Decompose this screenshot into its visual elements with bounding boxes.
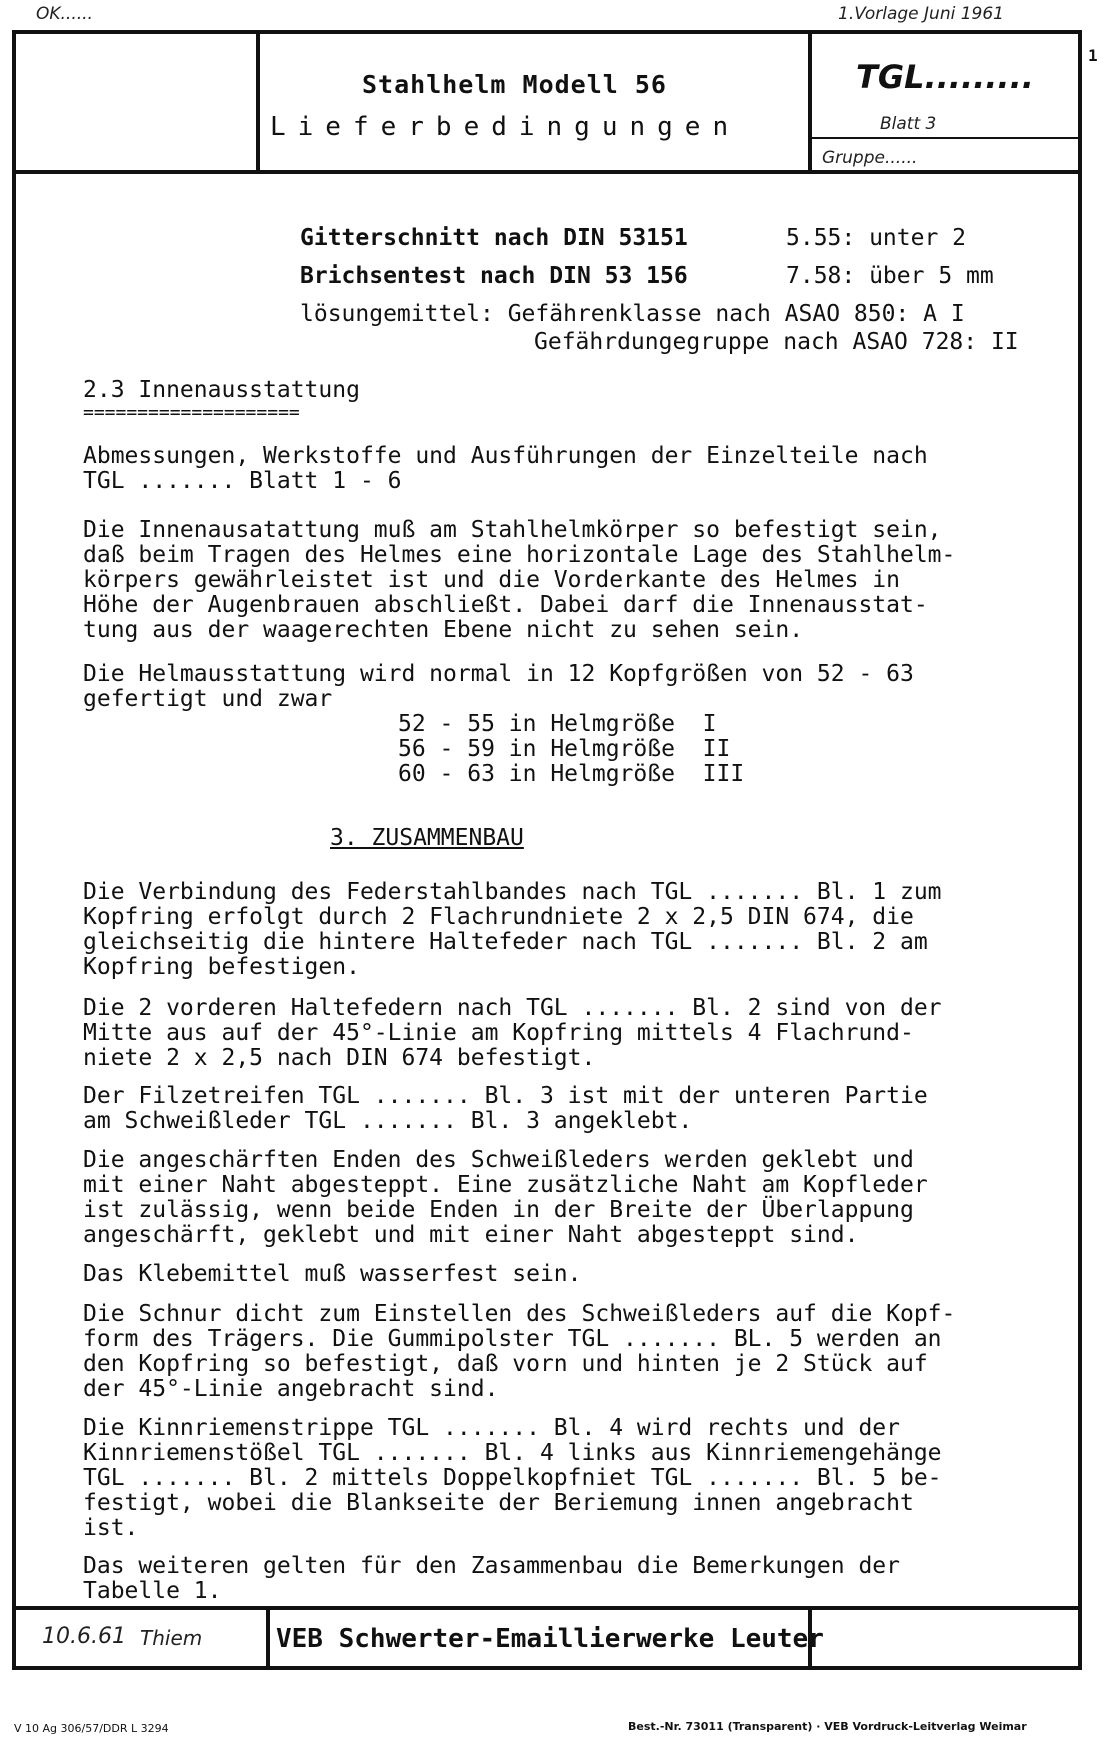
test-brichsen-value: 7.58: über 5 mm <box>786 263 994 289</box>
ok-mark: OK...... <box>36 4 93 24</box>
vorlage-date: 1.Vorlage Juni 1961 <box>838 4 1004 24</box>
test-brichsen-label: Brichsentest nach DIN 53 156 <box>300 263 688 289</box>
section-2-3-underline: ==================== <box>83 402 300 423</box>
section-3-paragraph-3: Der Filzetreifen TGL ....... Bl. 3 ist mit der unteren Partie am Schweißleder TGL ....... Bl. 3 angeklebt. <box>83 1083 928 1134</box>
footer-date: 10.6.61 <box>42 1624 126 1649</box>
order-number: Best.-Nr. 73011 (Transparent) · VEB Vordruck-Leitverlag Weimar <box>628 1720 1027 1733</box>
test-gitterschnitt-label: Gitterschnitt nach DIN 53151 <box>300 225 688 251</box>
section-3-paragraph-2: Die 2 vorderen Haltefedern nach TGL ....... Bl. 2 sind von der Mitte aus auf der 45°-Linie am Kopfring mittels 4 Flachrund- niete 2 x 2,5 nach DIN 674 befestigt. <box>83 995 942 1071</box>
header-left-divider <box>256 30 260 172</box>
size-row: 52 - 55 in Helmgröße I <box>398 711 717 737</box>
document-title: Stahlhelm Modell 56 <box>362 70 667 99</box>
section-3-paragraph-7: Die Kinnriemenstrippe TGL ....... Bl. 4 wird rechts und der Kinnriemenstößel TGL ....... Bl. 4 links aus Kinnriemengehänge TGL ....... Bl. 2 mittels Doppelkopfniet TGL ....... Bl. 5 be- festigt, wobei die Blankseite der Beriemung innen angebracht ist. <box>83 1415 942 1541</box>
form-code: V 10 Ag 306/57/DDR L 3294 <box>14 1722 169 1735</box>
section-3-paragraph-4: Die angeschärften Enden des Schweißleders werden geklebt und mit einer Naht abgesteppt. Eine zusätzliche Naht am Kopfleder ist zulässig, wenn beide Enden in der Breite der Überlappung angeschärft, geklebt und mit einer Naht abgesteppt sind. <box>83 1147 928 1248</box>
section-3-heading: 3. ZUSAMMENBAU <box>330 825 524 851</box>
header-right-divider <box>808 30 812 172</box>
section-2-3-paragraph-3: Die Helmausstattung wird normal in 12 Kopfgrößen von 52 - 63 gefertigt und zwar <box>83 661 914 712</box>
document-subtitle: Lieferbedingungen <box>270 112 741 142</box>
footer-divider <box>12 1606 1082 1610</box>
section-3-paragraph-6: Die Schnur dicht zum Einstellen des Schweißleders auf die Kopf- form des Trägers. Die Gummipolster TGL ....... BL. 5 werden an den Kopfring so befestigt, daß vorn und hinten je 2 Stück auf der 45°-Linie angebracht sind. <box>83 1301 956 1402</box>
gruppe-divider <box>810 137 1082 139</box>
size-row: 60 - 63 in Helmgröße III <box>398 761 745 787</box>
footer-signature: Thiem <box>140 1626 203 1650</box>
solvent-class: lösungemittel: Gefährenklasse nach ASAO 850: A I <box>300 301 965 327</box>
section-3-paragraph-1: Die Verbindung des Federstahlbandes nach TGL ....... Bl. 1 zum Kopfring erfolgt durch 2 Flachrundniete 2 x 2,5 DIN 674, die gleichseitig die hintere Haltefeder nach TGL ....... Bl. 2 am Kopfring befestigen. <box>83 879 942 980</box>
size-row: 56 - 59 in Helmgröße II <box>398 736 731 762</box>
gruppe-field: Gruppe...... <box>822 148 918 168</box>
section-2-3-paragraph-1: Abmessungen, Werkstoffe und Ausführungen der Einzelteile nach TGL ....... Blatt 1 - 6 <box>83 443 928 494</box>
tgl-number: TGL......... <box>856 58 1034 96</box>
section-2-3-paragraph-2: Die Innenausatattung muß am Stahlhelmkörper so befestigt sein, daß beim Tragen des Helmes eine horizontale Lage des Stahlhelm- körpers gewährleistet ist und die Vorderkante des Helmes in Höhe der Augenbrauen abschließt. Dabei darf die Innenausstat- tung aus der waagerechten Ebene nicht zu sehen sein. <box>83 517 956 643</box>
test-gitterschnitt-value: 5.55: unter 2 <box>786 225 967 251</box>
section-3-paragraph-8: Das weiteren gelten für den Zasammenbau die Bemerkungen der Tabelle 1. <box>83 1553 900 1604</box>
footer-left-divider <box>266 1606 270 1670</box>
footer-company: VEB Schwerter-Emaillierwerke Leuter <box>276 1624 824 1654</box>
section-2-3-heading: 2.3 Innenausstattung <box>83 377 360 403</box>
section-3-paragraph-5: Das Klebemittel muß wasserfest sein. <box>83 1261 582 1287</box>
blatt-number: Blatt 3 <box>880 114 937 134</box>
hazard-group: Gefährdungegruppe nach ASAO 728: II <box>534 329 1019 355</box>
page-mark: 1 <box>1088 46 1098 65</box>
header-divider <box>12 170 1082 174</box>
